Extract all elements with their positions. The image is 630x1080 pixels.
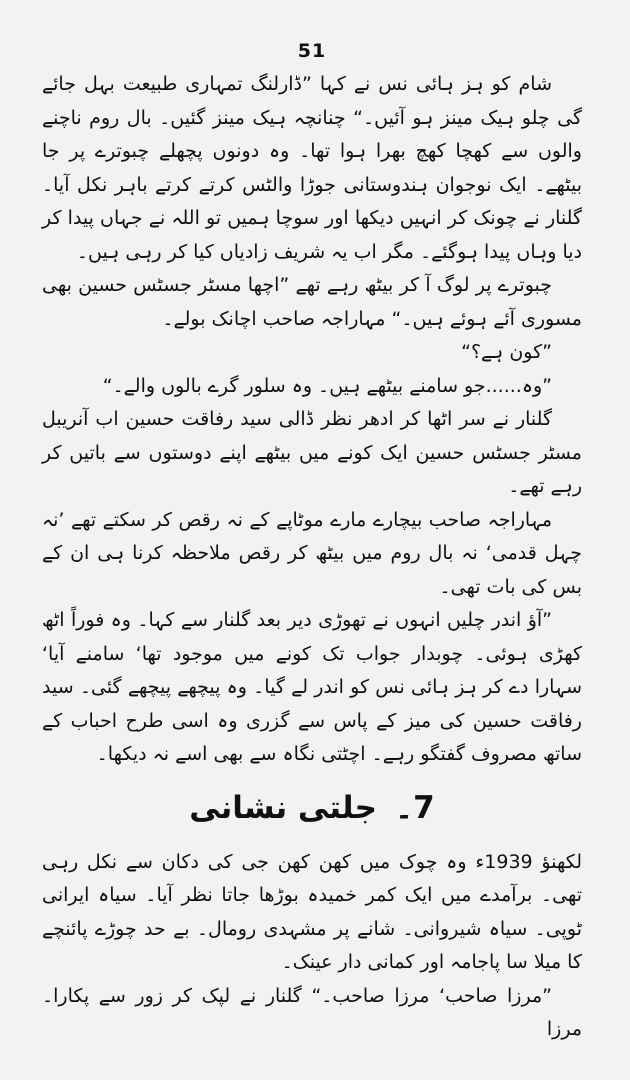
paragraph: ”کون ہے؟“ — [461, 341, 552, 363]
paragraph: لکھنؤ 1939ء وہ چوک میں کھن کھن جی کی دکان سے نکل رہی تھی۔ برآمدے میں ایک کمر خمیدہ بوڑھا جاتا نظر آیا۔ سیاہ ایرانی ٹوپی۔ سیاہ شیروانی۔ شانے پر مشہدی رومال۔ بے حد چوڑے پائنچے کا میلا سا پاجامہ اور کمانی دار عینک۔ — [42, 850, 582, 973]
paragraph: مہاراجہ صاحب بیچارے مارے موٹاپے کے نہ رقص کر سکتے تھے ’نہ چہل قدمی‘ نہ بال روم میں بیٹھ کر رقص ملاحظہ کرنا ہی ان کے بس کی بات تھی۔ — [42, 508, 582, 598]
paragraph: ”وہ......جو سامنے بیٹھے ہیں۔ وہ سلور گرے بالوں والے۔“ — [102, 374, 552, 397]
body-text-top — [42, 68, 582, 772]
paragraph: چبوترے پر لوگ آ کر بیٹھ رہے تھے ”اچھا مسٹر جسٹس حسین بھی مسوری آئے ہوئے ہیں۔“ مہاراجہ صاحب اچانک بولے۔ — [42, 274, 582, 330]
paragraph: شام کو ہز ہائی نس نے کہا ”ڈارلنگ تمہاری طبیعت بہل جائے گی چلو ہیک مینز ہو آئیں۔“ چنانچہ ہیک مینز گئیں۔ بال روم ناچنے والوں سے کھچا کھچ بھرا ہوا تھا۔ وہ دونوں پچھلے چبوترے پر جا بیٹھے۔ ایک نوجوان ہندوستانی جوڑا والٹس کرتے کرتے باہر نکل آیا۔ گلنار نے چونک کر انہیں دیکھا اور سوچا ہمیں تو اللہ نے جہاں پیدا کر دیا وہاں پیدا ہوگئے۔ مگر اب یہ شریف زادیاں کیا کر رہی ہیں۔ — [42, 73, 582, 263]
paragraph: ”آؤ اندر چلیں انہوں نے تھوڑی دیر بعد گلنار سے کہا۔ وہ فوراً اٹھ کھڑی ہوئی۔ چوبدار جواب تک کونے میں موجود تھا‘ سامنے آیا‘ سہارا دے کر ہز ہائی نس کو اندر لے گیا۔ وہ پیچھے پیچھے گئی۔ سید رفاقت حسین کی میز کے پاس سے گزری وہ اسی طرح احباب کے ساتھ مصروف گفتگو رہے۔ اچٹتی نگاہ سے بھی اسے نہ دیکھا۔ — [42, 609, 582, 765]
page-number: 51 — [297, 40, 327, 62]
paragraph: گلنار نے سر اٹھا کر ادھر نظر ڈالی سید رفاقت حسین اب آنریبل مسٹر جسٹس حسین ایک کونے میں بیٹھے اپنے دوستوں سے باتیں کر رہے تھے۔ — [42, 408, 582, 497]
paragraph: ”مرزا صاحب‘ مرزا صاحب۔“ گلنار نے لپک کر زور سے پکارا۔ مرزا — [42, 984, 582, 1040]
chapter-heading — [42, 780, 582, 836]
chapter-title: جلتی نشانی — [189, 789, 377, 826]
chapter-number: 7۔ — [394, 789, 435, 826]
body-text-bottom — [42, 846, 582, 1047]
